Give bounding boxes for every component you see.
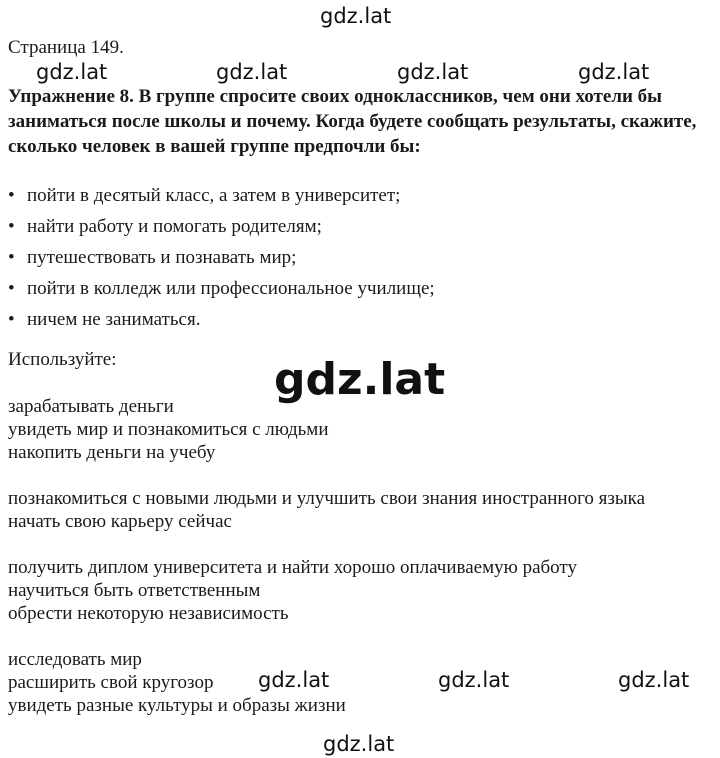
bullet-dot: •: [8, 247, 15, 268]
list-item: [8, 273, 435, 304]
watermark-row2-2: gdz.lat: [438, 668, 510, 692]
phrase: зарабатывать деньги: [8, 396, 174, 417]
list-item: [8, 304, 435, 335]
list-item-text: пойти в десятый класс, а затем в университет;: [27, 185, 401, 206]
watermark-center: gdz.lat: [274, 354, 446, 405]
watermark-row1-4: gdz.lat: [578, 60, 650, 84]
phrase: обрести некоторую независимость: [8, 603, 289, 624]
list-item-text: путешествовать и познавать мир;: [27, 247, 297, 268]
phrase: увидеть разные культуры и образы жизни: [8, 695, 346, 716]
bullet-dot: •: [8, 309, 15, 330]
watermark-top: gdz.lat: [320, 4, 392, 28]
use-label: Используйте:: [8, 349, 117, 370]
phrase: научиться быть ответственным: [8, 580, 261, 601]
phrase: накопить деньги на учебу: [8, 442, 216, 463]
watermark-row1-2: gdz.lat: [216, 60, 288, 84]
phrase-group-1: [8, 395, 329, 464]
bullet-dot: •: [8, 216, 15, 237]
watermark-row2-1: gdz.lat: [258, 668, 330, 692]
bullet-dot: •: [8, 185, 15, 206]
phrase: познакомиться с новыми людьми и улучшить свои знания иностранного языка: [8, 488, 646, 509]
page-label: Страница 149.: [8, 37, 124, 58]
phrase: расширить свой кругозор: [8, 672, 214, 693]
watermark-bottom: gdz.lat: [323, 732, 395, 756]
phrase-group-2: [8, 487, 645, 533]
bullet-list: [8, 180, 435, 335]
exercise-text: Упражнение 8. В группе спросите своих одноклассников, чем они хотели бы заниматься после школы и почему. Когда будете сообщать результаты, скажите, сколько человек в вашей группе предпочли бы:: [8, 86, 697, 157]
phrase-group-3: [8, 556, 577, 625]
list-item: [8, 242, 435, 273]
list-item: [8, 180, 435, 211]
list-item-text: ничем не заниматься.: [27, 309, 201, 330]
list-item: [8, 211, 435, 242]
watermark-row1-3: gdz.lat: [397, 60, 469, 84]
bullet-dot: •: [8, 278, 15, 299]
phrase-group-4: [8, 648, 346, 717]
watermark-row1-1: gdz.lat: [36, 60, 108, 84]
phrase: исследовать мир: [8, 649, 142, 670]
phrase: получить диплом университета и найти хорошо оплачиваемую работу: [8, 557, 577, 578]
phrase: начать свою карьеру сейчас: [8, 511, 232, 532]
watermark-row2-3: gdz.lat: [618, 668, 690, 692]
list-item-text: пойти в колледж или профессиональное училище;: [27, 278, 435, 299]
phrase: увидеть мир и познакомиться с людьми: [8, 419, 329, 440]
list-item-text: найти работу и помогать родителям;: [27, 216, 322, 237]
